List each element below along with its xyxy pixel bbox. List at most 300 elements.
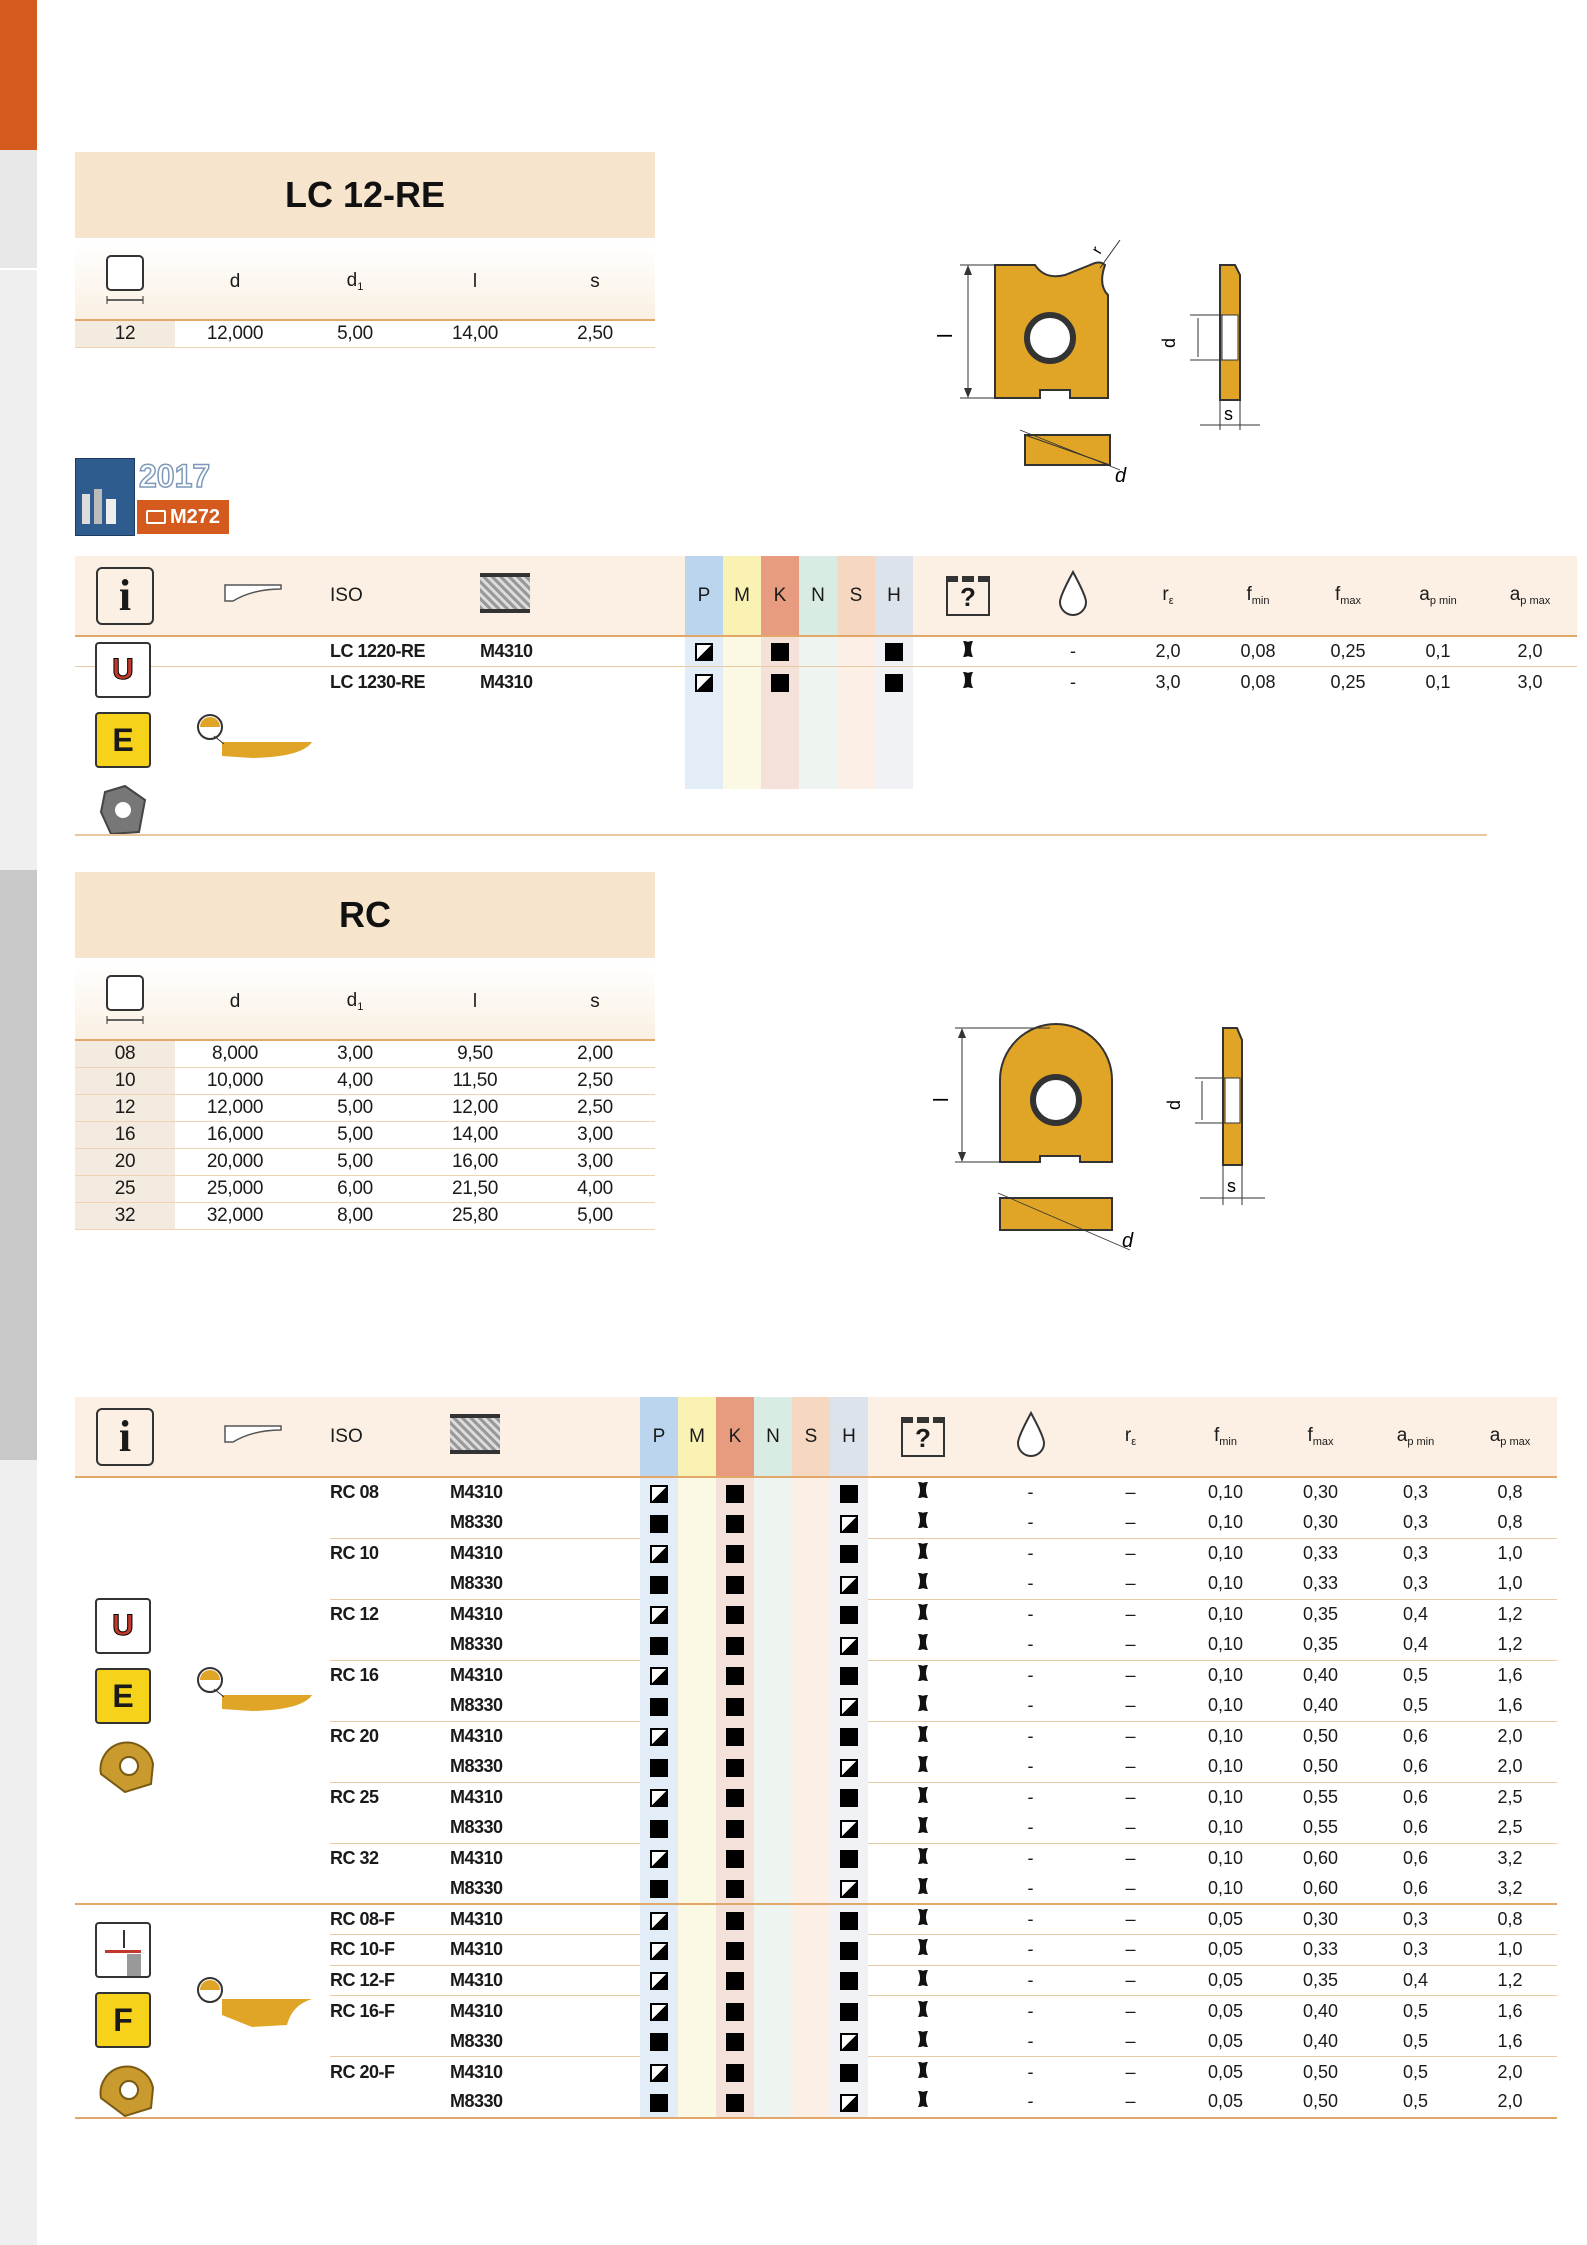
- coolant: -: [1070, 641, 1076, 661]
- drawing-label-d1: d: [1159, 337, 1179, 348]
- material-P: [640, 1477, 678, 1508]
- material-N: [754, 2087, 792, 2118]
- grade: M8330: [450, 1817, 503, 1837]
- value-fmax: 0,50: [1273, 2087, 1368, 2118]
- value-apmax: 1,2: [1463, 1965, 1557, 1996]
- chipbreaker-symbol-icon: [961, 639, 975, 659]
- insert-code: RC 20-F: [330, 2057, 450, 2088]
- table-row: [75, 1175, 655, 1202]
- material-S: [792, 1599, 830, 1630]
- material-M: [678, 1782, 716, 1813]
- insert-code: [330, 1508, 450, 1539]
- col-d1: $d_1$: [295, 964, 415, 1040]
- drawing-label-s: s: [1227, 1176, 1236, 1196]
- material-S: [792, 1874, 830, 1905]
- value-fmin: 0,10: [1178, 1477, 1273, 1508]
- value-fmin: 0,10: [1207, 1877, 1244, 1898]
- chipbreaker-symbol-icon: [916, 1968, 930, 1988]
- insert-code: RC 25: [330, 1782, 450, 1813]
- value-r: –: [1083, 1965, 1178, 1996]
- main-application-square: [840, 2003, 858, 2021]
- material-K: [716, 1904, 754, 1935]
- material-H: [830, 1813, 868, 1844]
- material-N: [799, 636, 837, 667]
- table-cell: 10: [75, 1067, 175, 1094]
- value-apmax: 2,0: [1463, 1721, 1557, 1752]
- coolant-drop-icon: [978, 1397, 1083, 1477]
- insert-code: RC 16: [330, 1660, 450, 1691]
- value-apmax: 1,6: [1497, 2030, 1523, 2051]
- finishing-icon: F: [95, 1992, 151, 2048]
- secondary-application-square: [650, 2064, 668, 2082]
- material-H: [875, 667, 913, 698]
- value-fmin: 0,10: [1178, 1599, 1273, 1630]
- universal-icon: U: [95, 642, 151, 698]
- main-application-square: [840, 1789, 858, 1807]
- material-H: [830, 1691, 868, 1722]
- main-application-square: [840, 1606, 858, 1624]
- value-apmin: 0,3: [1402, 1573, 1429, 1593]
- badge-year: 2017: [139, 458, 211, 494]
- material-H: [830, 1630, 868, 1661]
- material-N: [754, 1660, 792, 1691]
- sidebar-tab-active: [0, 0, 37, 150]
- secondary-application-square: [650, 1667, 668, 1685]
- main-application-square: [840, 1728, 858, 1746]
- material-N: [754, 1874, 792, 1905]
- col-H: H: [875, 556, 913, 636]
- col-r: $r_\varepsilon$: [1083, 1397, 1178, 1477]
- col-N: N: [754, 1397, 792, 1477]
- table-cell: 14,00: [415, 1121, 535, 1148]
- finishing-profile-icon: [192, 1975, 312, 2040]
- value-fmax: 0,35: [1273, 1599, 1368, 1630]
- material-M: [678, 1721, 716, 1752]
- material-K: [716, 1508, 754, 1539]
- material-S: [837, 636, 875, 667]
- sidebar-tab: [0, 870, 37, 1460]
- edge-icon: E: [95, 1668, 151, 1724]
- table-cell: 25: [75, 1175, 175, 1202]
- table-cell: 10,000: [175, 1067, 295, 1094]
- secondary-application-square: [840, 1759, 858, 1777]
- material-H: [830, 1721, 868, 1752]
- material-M: [678, 1538, 716, 1569]
- grade: M8330: [450, 1877, 503, 1898]
- material-H: [830, 1569, 868, 1600]
- table-cell: 12: [75, 1094, 175, 1121]
- table-cell: 8,000: [175, 1040, 295, 1067]
- value-apmax: 1,0: [1497, 1573, 1523, 1593]
- value-apmax: 0,8: [1463, 1477, 1557, 1508]
- material-P: [640, 2087, 678, 2118]
- chipbreaker-symbol-icon: [916, 1999, 930, 2019]
- grade: M8330: [450, 2087, 640, 2118]
- material-H: [830, 2057, 868, 2088]
- insert-3d-icon: [95, 782, 151, 838]
- material-S: [792, 1752, 830, 1783]
- insert-3d-icon: [95, 1734, 157, 1796]
- lc-insert-drawing: [930, 230, 1300, 490]
- main-application-square: [726, 1912, 744, 1930]
- insert-code: RC 12-F: [330, 1965, 450, 1996]
- lc-dimension-table: [75, 244, 655, 348]
- value-fmax: 0,33: [1273, 1538, 1368, 1569]
- coolant: -: [1027, 1877, 1034, 1898]
- material-N: [754, 2026, 792, 2057]
- material-S: [792, 1935, 830, 1966]
- value-fmin: 0,05: [1178, 2057, 1273, 2088]
- grade: M4310: [450, 1782, 640, 1813]
- main-application-square: [885, 643, 903, 661]
- chipbreaker-symbol-icon: [916, 1480, 930, 1500]
- main-application-square: [771, 643, 789, 661]
- insert-code: [330, 1813, 450, 1844]
- chipbreaker-symbol-icon: [916, 1693, 930, 1713]
- main-application-square: [771, 674, 789, 692]
- insert-code: [330, 1569, 450, 1600]
- value-r: –: [1083, 2057, 1178, 2088]
- universal-icon: U: [95, 1598, 151, 1654]
- col-S: S: [792, 1397, 830, 1477]
- insert-shape-icon: [75, 244, 175, 320]
- material-S: [792, 1721, 830, 1752]
- col-l: l: [415, 964, 535, 1040]
- table-cell: 20,000: [175, 1148, 295, 1175]
- table-row: [75, 1935, 1557, 1966]
- material-K: [716, 1660, 754, 1691]
- value-apmax: 2,5: [1463, 1782, 1557, 1813]
- col-apmin: $a_{p min}$: [1368, 1397, 1463, 1477]
- secondary-application-square: [695, 643, 713, 661]
- material-M: [678, 1843, 716, 1874]
- main-application-square: [726, 1606, 744, 1624]
- material-M: [678, 2057, 716, 2088]
- drawing-label-l: l: [931, 1097, 953, 1102]
- value-fmax: 0,55: [1273, 1782, 1368, 1813]
- material-P: [640, 1996, 678, 2027]
- main-application-square: [650, 1820, 668, 1838]
- material-S: [792, 1630, 830, 1661]
- value-apmax: 2,0: [1517, 641, 1543, 661]
- chipbreaker-symbol-icon: [916, 1937, 930, 1957]
- insert-code: [330, 1691, 450, 1722]
- badge-catalog: M272: [137, 500, 229, 534]
- secondary-application-square: [650, 1606, 668, 1624]
- main-application-square: [726, 1820, 744, 1838]
- main-application-square: [726, 1698, 744, 1716]
- material-H: [830, 1904, 868, 1935]
- grade: M4310: [480, 667, 685, 698]
- value-fmax: 0,25: [1330, 641, 1366, 661]
- rc-icon-stack: [95, 1598, 155, 1796]
- material-P: [640, 1874, 678, 1905]
- col-fmin: $f_{min}$: [1213, 556, 1303, 636]
- material-P: [640, 2026, 678, 2057]
- coolant: -: [978, 1996, 1083, 2027]
- material-K: [716, 1935, 754, 1966]
- col-d: d: [175, 964, 295, 1040]
- depth-limit-icon: [95, 1922, 151, 1978]
- material-H: [830, 1538, 868, 1569]
- material-M: [678, 1935, 716, 1966]
- value-apmin: 0,6: [1402, 1877, 1429, 1898]
- table-cell: 5,00: [295, 1148, 415, 1175]
- main-application-square: [726, 1515, 744, 1533]
- col-iso: ISO: [330, 556, 480, 636]
- value-fmax: 0,35: [1302, 1634, 1339, 1654]
- coolant: -: [1027, 1634, 1034, 1654]
- main-application-square: [650, 2033, 668, 2051]
- main-application-square: [650, 1637, 668, 1655]
- table-row: [75, 320, 655, 347]
- value-apmin: 0,5: [1368, 2057, 1463, 2088]
- material-S: [792, 1691, 830, 1722]
- value-apmin: 0,3: [1368, 1538, 1463, 1569]
- grade: M4310: [450, 2057, 640, 2088]
- value-r: –: [1083, 1660, 1178, 1691]
- main-application-square: [650, 2094, 668, 2112]
- material-K: [716, 1813, 754, 1844]
- grade: M4310: [450, 1599, 640, 1630]
- coolant: -: [1027, 2030, 1034, 2051]
- value-fmax: 0,50: [1302, 1756, 1339, 1776]
- coolant: -: [978, 1935, 1083, 1966]
- chipbreaker-symbol-icon: [916, 2060, 930, 2080]
- material-H: [830, 1843, 868, 1874]
- table-cell: 8,00: [295, 1202, 415, 1229]
- insert-shape-icon: [75, 964, 175, 1040]
- material-M: [678, 1752, 716, 1783]
- material-P: [640, 1935, 678, 1966]
- material-H: [830, 1935, 868, 1966]
- material-P: [640, 1538, 678, 1569]
- coolant: -: [1023, 667, 1123, 698]
- material-N: [754, 1782, 792, 1813]
- material-H: [875, 636, 913, 667]
- table-row: [75, 1752, 1557, 1783]
- drawing-label-r: r: [1088, 243, 1107, 257]
- material-K: [716, 1996, 754, 2027]
- chipbreaker-icon: [175, 556, 330, 636]
- value-apmax: 1,2: [1497, 1634, 1523, 1654]
- material-M: [678, 1965, 716, 1996]
- material-S: [792, 1508, 830, 1539]
- table-cell: 5,00: [295, 1121, 415, 1148]
- insert-code: [330, 1874, 450, 1905]
- col-N: N: [799, 556, 837, 636]
- main-application-square: [650, 1759, 668, 1777]
- chipbreaker-symbol-icon: [916, 2029, 930, 2049]
- chipbreaker-symbol-icon: [916, 1815, 930, 1835]
- table-cell: 3,00: [535, 1148, 655, 1175]
- coolant: -: [1027, 1573, 1034, 1593]
- material-P: [640, 1965, 678, 1996]
- material-H: [830, 1752, 868, 1783]
- grade: M4310: [450, 1843, 640, 1874]
- material-P: [640, 1813, 678, 1844]
- material-N: [754, 1721, 792, 1752]
- material-N: [754, 1996, 792, 2027]
- value-fmin: 0,10: [1178, 1660, 1273, 1691]
- material-S: [792, 1782, 830, 1813]
- grade: M4310: [450, 1904, 640, 1935]
- value-r: –: [1083, 1904, 1178, 1935]
- material-H: [830, 1782, 868, 1813]
- value-fmax: 0,40: [1302, 1695, 1339, 1715]
- material-P: [640, 1904, 678, 1935]
- material-H: [830, 1660, 868, 1691]
- table-row: [75, 1477, 1557, 1508]
- material-N: [754, 1508, 792, 1539]
- drawing-label-l: l: [935, 333, 957, 338]
- insert-3d-icon: [95, 2058, 157, 2120]
- col-iso: ISO: [330, 1397, 450, 1477]
- main-application-square: [726, 1728, 744, 1746]
- coolant: -: [978, 2087, 1083, 2118]
- secondary-application-square: [650, 1850, 668, 1868]
- table-row: [75, 1599, 1557, 1630]
- value-r: –: [1083, 1935, 1178, 1966]
- value-apmax: 1,6: [1463, 1996, 1557, 2027]
- table-cell: 4,00: [535, 1175, 655, 1202]
- table-cell: 16,00: [415, 1148, 535, 1175]
- main-application-square: [726, 1545, 744, 1563]
- rc-title: RC: [75, 872, 655, 958]
- col-fmax: $f_{max}$: [1303, 556, 1393, 636]
- value-apmax: 2,0: [1463, 2087, 1557, 2118]
- table-cell: 3,00: [295, 1040, 415, 1067]
- material-P: [685, 667, 723, 698]
- value-fmin: 0,08: [1240, 641, 1276, 661]
- grade: M8330: [450, 2030, 503, 2051]
- table-cell: 12: [75, 320, 175, 347]
- insert-code: RC 10-F: [330, 1935, 450, 1966]
- geometry-profile-icon: [192, 1665, 312, 1720]
- table-row: [75, 1094, 655, 1121]
- main-application-square: [726, 1759, 744, 1777]
- material-K: [716, 1538, 754, 1569]
- table-row: [75, 1569, 1557, 1600]
- grade: M8330: [450, 1634, 503, 1654]
- insert-code: RC 10: [330, 1538, 450, 1569]
- table-row: [75, 1904, 1557, 1935]
- table-row: [75, 1874, 1557, 1905]
- material-N: [754, 1813, 792, 1844]
- coolant: -: [1027, 1512, 1034, 1532]
- table-cell: 2,50: [535, 1067, 655, 1094]
- material-K: [716, 2026, 754, 2057]
- coolant: -: [978, 2057, 1083, 2088]
- chipbreaker-icon: [175, 1397, 330, 1477]
- value-fmin: 0,10: [1207, 1756, 1244, 1776]
- material-S: [792, 2057, 830, 2088]
- value-fmin: 0,10: [1178, 1538, 1273, 1569]
- main-application-square: [726, 1942, 744, 1960]
- catalog-badge[interactable]: [75, 458, 230, 536]
- table-cell: 12,000: [175, 1094, 295, 1121]
- material-K: [716, 1874, 754, 1905]
- material-P: [640, 1843, 678, 1874]
- material-K: [761, 667, 799, 698]
- material-N: [754, 1752, 792, 1783]
- value-r: –: [1083, 1477, 1178, 1508]
- value-r: –: [1125, 1573, 1136, 1593]
- material-N: [754, 1477, 792, 1508]
- value-apmin: 0,5: [1368, 1996, 1463, 2027]
- table-cell: 2,50: [535, 320, 655, 347]
- insert-code: [330, 2087, 450, 2118]
- table-row: [75, 1040, 655, 1067]
- material-N: [754, 1935, 792, 1966]
- secondary-application-square: [650, 1972, 668, 1990]
- main-application-square: [726, 1667, 744, 1685]
- col-apmax: $a_{p max}$: [1483, 556, 1577, 636]
- material-P: [640, 1660, 678, 1691]
- table-row: [75, 1630, 1557, 1661]
- chipbreaker-symbol-icon: [916, 1541, 930, 1561]
- sidebar-tab: [0, 150, 37, 270]
- table-row: [75, 636, 1577, 667]
- material-M: [678, 1904, 716, 1935]
- material-S: [792, 1843, 830, 1874]
- material-H: [830, 1477, 868, 1508]
- grade: M4310: [480, 641, 533, 661]
- coolant: -: [978, 1721, 1083, 1752]
- main-application-square: [840, 2064, 858, 2082]
- material-S: [792, 1538, 830, 1569]
- value-apmax: 3,2: [1463, 1843, 1557, 1874]
- value-fmax: 0,33: [1302, 1573, 1339, 1593]
- value-r: –: [1083, 1996, 1178, 2027]
- material-K: [716, 1721, 754, 1752]
- material-S: [792, 1477, 830, 1508]
- material-H: [830, 2087, 868, 2118]
- value-r: –: [1125, 1817, 1136, 1837]
- drawing-label-d: d: [1115, 465, 1127, 487]
- value-r: –: [1083, 1599, 1178, 1630]
- material-M: [678, 1599, 716, 1630]
- material-M: [678, 1660, 716, 1691]
- coolant: -: [978, 1782, 1083, 1813]
- main-application-square: [726, 1972, 744, 1990]
- chipbreaker-symbol-icon: [916, 1663, 930, 1683]
- insert-code: RC 32: [330, 1843, 450, 1874]
- rc-insert-drawing: [930, 1010, 1300, 1270]
- coolant: -: [978, 1843, 1083, 1874]
- grade: M4310: [450, 1935, 640, 1966]
- col-H: H: [830, 1397, 868, 1477]
- material-P: [640, 1569, 678, 1600]
- value-apmax: 2,5: [1497, 1817, 1523, 1837]
- grade: M8330: [450, 1756, 503, 1776]
- col-K: K: [761, 556, 799, 636]
- col-s: s: [535, 244, 655, 320]
- table-cell: 16: [75, 1121, 175, 1148]
- main-application-square: [840, 1545, 858, 1563]
- value-apmin: 0,5: [1368, 2087, 1463, 2118]
- material-M: [678, 2087, 716, 2118]
- col-s: s: [535, 964, 655, 1040]
- chipbreaker-symbol-icon: [916, 1907, 930, 1927]
- value-fmax: 0,50: [1273, 1721, 1368, 1752]
- col-S: S: [837, 556, 875, 636]
- value-apmax: 3,2: [1497, 1877, 1523, 1898]
- table-cell: 16,000: [175, 1121, 295, 1148]
- table-row: [75, 1148, 655, 1175]
- material-P: [640, 1630, 678, 1661]
- value-r: –: [1125, 1634, 1136, 1654]
